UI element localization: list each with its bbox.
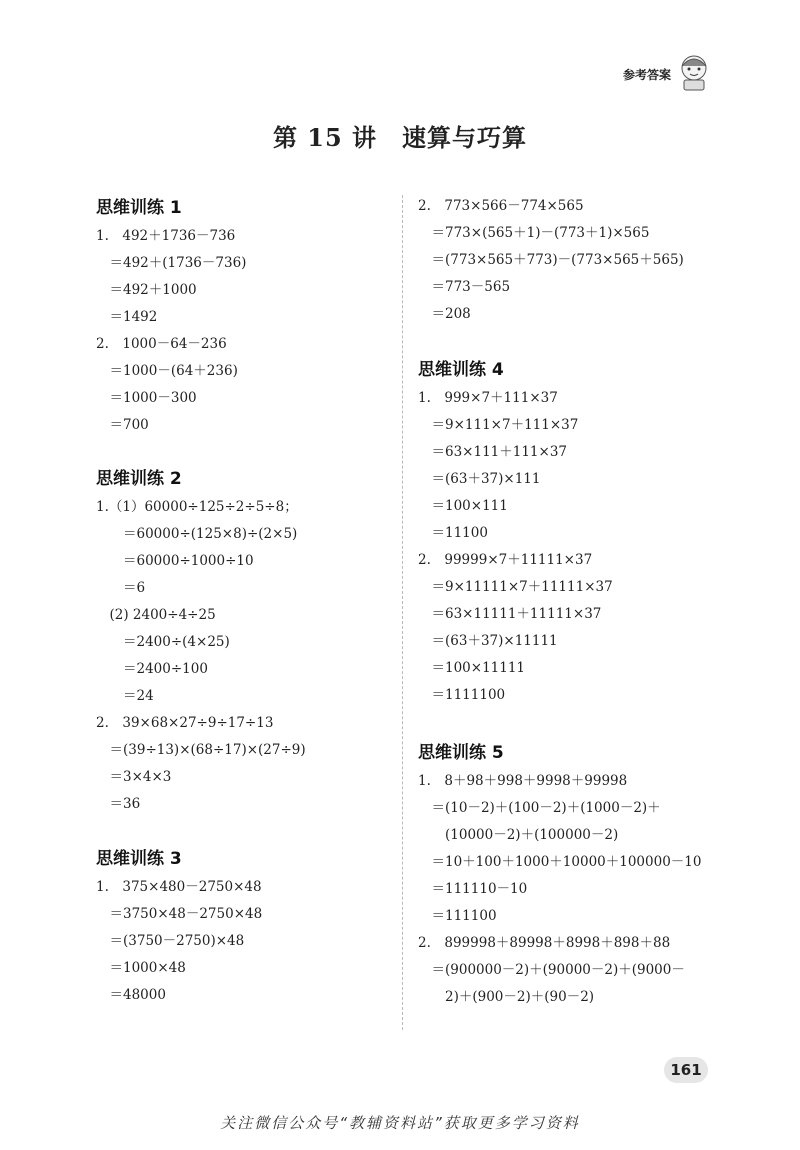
solution-line: (2) 2400÷4÷25 [96, 607, 216, 623]
section-training-5 [418, 738, 701, 1011]
solution-line: ＝100×111 [418, 498, 508, 514]
solution-line: (10000－2)＋(100000－2) [418, 827, 619, 843]
solution-line: ＝492＋(1736－736) [96, 255, 247, 271]
solution-line: ＝492＋1000 [96, 282, 197, 298]
solution-line: ＝3750×48－2750×48 [96, 906, 263, 922]
title-suffix: 讲 速算与巧算 [342, 124, 528, 152]
title-number: 15 [307, 123, 343, 152]
solution-line: 2. 39×68×27÷9÷17÷13 [96, 715, 274, 731]
section-training-4 [418, 355, 613, 709]
solution-line: ＝1000－300 [96, 390, 197, 406]
solution-line: ＝111110－10 [418, 881, 528, 897]
solution-line: 1.（1）60000÷125÷2÷5÷8； [96, 499, 298, 515]
solution-line: 2)＋(900－2)＋(90－2) [418, 989, 595, 1005]
column-divider [402, 195, 403, 1030]
solution-line: ＝1111100 [418, 687, 506, 703]
solution-line: ＝36 [96, 796, 141, 812]
solution-line: ＝1000－(64＋236) [96, 363, 238, 379]
page-number: 161 [664, 1057, 708, 1083]
solution-line: ＝(63＋37)×111 [418, 471, 541, 487]
solution-line: 2. 899998＋89998＋8998＋898＋88 [418, 935, 671, 951]
solution-line: ＝24 [96, 688, 154, 704]
section-training-3 [96, 844, 262, 1009]
solution-line: ＝9×111×7＋111×37 [418, 417, 579, 433]
solution-line: ＝(10－2)＋(100－2)＋(1000－2)＋ [418, 800, 661, 816]
solution-line: ＝700 [96, 417, 149, 433]
solution-line: 2. 99999×7＋11111×37 [418, 552, 593, 568]
solution-line: ＝3×4×3 [96, 769, 172, 785]
solution-line: ＝48000 [96, 987, 166, 1003]
solution-line: ＝2400÷100 [96, 661, 208, 677]
section-title: 思维训练 3 [96, 849, 182, 869]
solution-line: ＝11100 [418, 525, 488, 541]
solution-line: ＝63×11111＋11111×37 [418, 606, 602, 622]
solution-line: ＝1492 [96, 309, 158, 325]
solution-line: ＝60000÷(125×8)÷(2×5) [96, 526, 298, 542]
section-title: 思维训练 5 [418, 743, 504, 763]
solution-line: ＝60000÷1000÷10 [96, 553, 254, 569]
solution-line: ＝(773×565＋773)－(773×565＋565) [418, 252, 684, 268]
section-training-1 [96, 193, 246, 439]
page-title [0, 118, 800, 153]
solution-line: ＝111100 [418, 908, 497, 924]
section-training-2 [96, 464, 306, 818]
solution-line: ＝(3750－2750)×48 [96, 933, 245, 949]
header-label: 参考答案 [623, 68, 672, 82]
solution-line: ＝2400÷(4×25) [96, 634, 230, 650]
section-title: 思维训练 2 [96, 469, 182, 489]
solution-line: ＝773×(565＋1)－(773＋1)×565 [418, 225, 650, 241]
solution-line: ＝(63＋37)×11111 [418, 633, 558, 649]
mascot-icon [676, 52, 712, 92]
solution-line: ＝10＋100＋1000＋10000＋100000－10 [418, 854, 702, 870]
solution-line: ＝(900000－2)＋(90000－2)＋(9000－ [418, 962, 685, 978]
footer-note: 关注微信公众号“教辅资料站”获取更多学习资料 [220, 1114, 580, 1132]
solution-line: ＝63×111＋111×37 [418, 444, 568, 460]
solution-line: 1. 492＋1736－736 [96, 228, 236, 244]
solution-line: ＝6 [96, 580, 146, 596]
solution-line: ＝100×11111 [418, 660, 526, 676]
solution-line: ＝9×11111×7＋11111×37 [418, 579, 613, 595]
solution-line: ＝773－565 [418, 279, 511, 295]
solution-line: 1. 8＋98＋998＋9998＋99998 [418, 773, 628, 789]
section-title: 思维训练 4 [418, 360, 504, 380]
solution-line: ＝1000×48 [96, 960, 186, 976]
title-prefix: 第 [272, 124, 308, 152]
section-title: 思维训练 1 [96, 198, 182, 218]
solution-line: 1. 999×7＋111×37 [418, 390, 558, 406]
solution-line: ＝208 [418, 306, 471, 322]
section-training-3-continued [418, 193, 684, 328]
solution-line: 2. 773×566－774×565 [418, 198, 584, 214]
solution-line: ＝(39÷13)×(68÷17)×(27÷9) [96, 742, 306, 758]
solution-line: 1. 375×480－2750×48 [96, 879, 262, 895]
solution-line: 2. 1000－64－236 [96, 336, 227, 352]
